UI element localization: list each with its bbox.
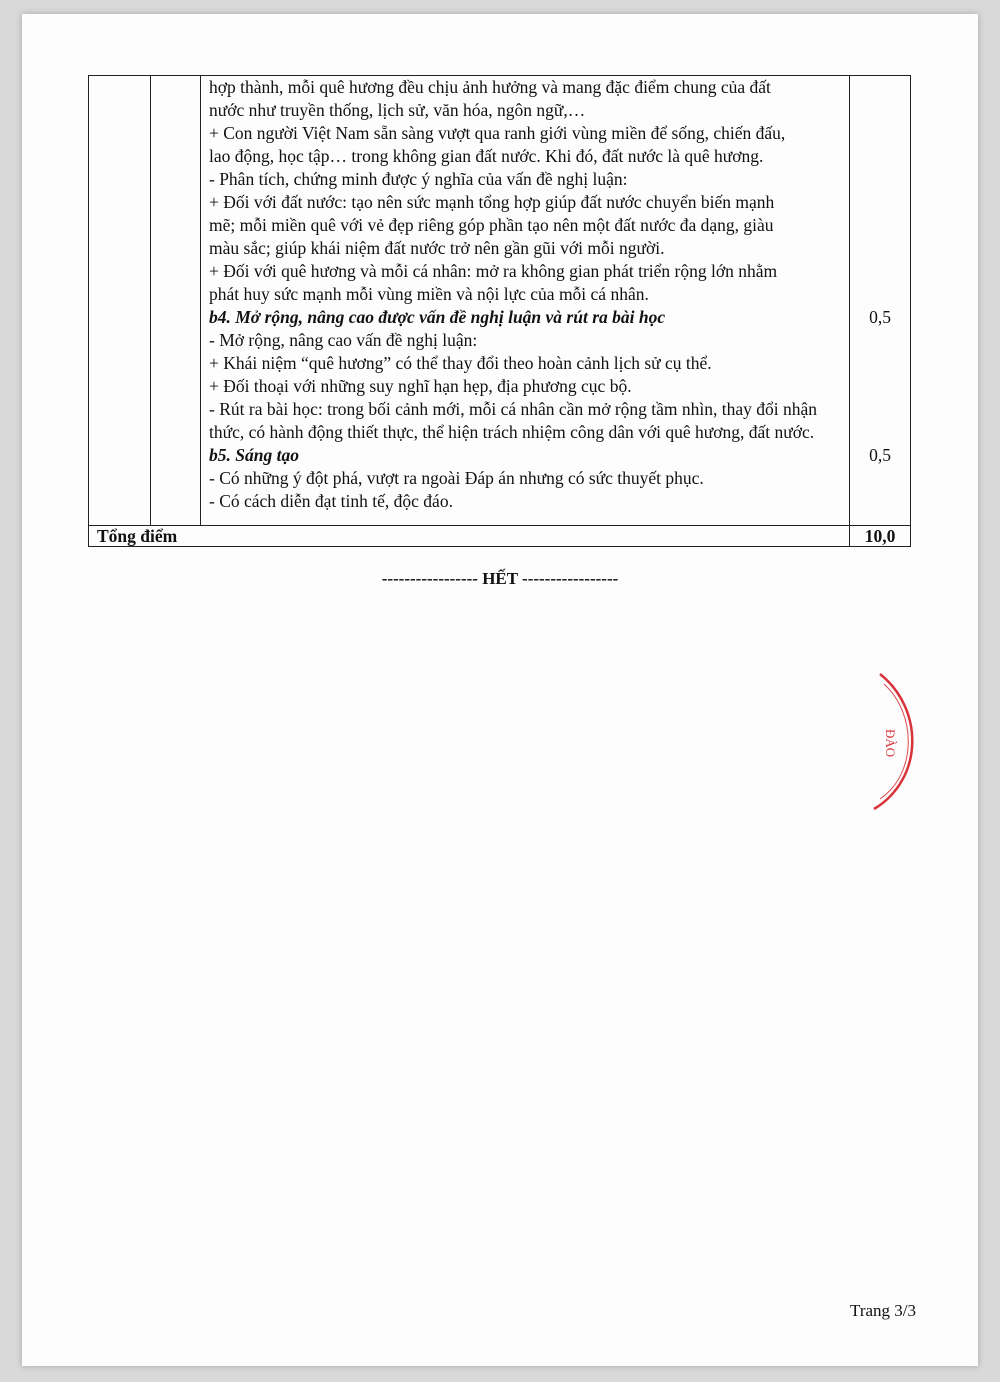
score-cell	[850, 76, 911, 526]
content-line: + Đối với đất nước: tạo nên sức mạnh tổng hợp giúp đất nước chuyển biến mạnh	[209, 192, 775, 212]
content-line: lao động, học tập… trong không gian đất nước. Khi đó, đất nước là quê hương.	[209, 146, 764, 166]
total-label: Tổng điểm	[89, 526, 850, 547]
end-marker: ----------------- HẾT -----------------	[381, 569, 619, 588]
content-line: + Đối với quê hương và mỗi cá nhân: mở ra không gian phát triển rộng lớn nhằm	[209, 261, 778, 281]
answer-key-table	[88, 75, 911, 547]
total-row	[89, 526, 911, 547]
content-line: - Mở rộng, nâng cao vấn đề nghị luận:	[209, 330, 478, 350]
content-line: nước như truyền thống, lịch sử, văn hóa, ngôn ngữ,…	[209, 100, 586, 120]
content-line: - Có cách diễn đạt tinh tế, độc đáo.	[209, 491, 453, 511]
content-line: - Rút ra bài học: trong bối cảnh mới, mỗi cá nhân cần mở rộng tầm nhìn, thay đổi nhận	[209, 399, 818, 419]
document-page	[22, 14, 978, 1366]
content-line: thức, có hành động thiết thực, thể hiện trách nhiệm công dân với quê hương, đất nước.	[209, 422, 815, 442]
content-line: màu sắc; giúp khái niệm đất nước trở nên gần gũi với mỗi người.	[209, 238, 665, 258]
score-b4: 0,5	[869, 307, 891, 327]
content-line: - Phân tích, chứng minh được ý nghĩa của vấn đề nghị luận:	[209, 169, 628, 189]
content-line: - Có những ý đột phá, vượt ra ngoài Đáp án nhưng có sức thuyết phục.	[209, 468, 704, 488]
content-line: phát huy sức mạnh mỗi vùng miền và nội lực của mỗi cá nhân.	[209, 284, 649, 304]
section-column-cell	[89, 76, 151, 526]
content-line: + Đối thoại với những suy nghĩ hạn hẹp, địa phương cục bộ.	[209, 376, 632, 396]
svg-text:ĐÀO: ĐÀO	[883, 729, 898, 758]
red-stamp-fragment	[862, 669, 922, 819]
content-line: + Con người Việt Nam sẵn sàng vượt qua ranh giới vùng miền để sống, chiến đấu,	[209, 123, 786, 143]
section-heading: b5. Sáng tạo	[209, 445, 299, 465]
page-number: Trang 3/3	[850, 1301, 916, 1320]
content-line: hợp thành, mỗi quê hương đều chịu ảnh hưởng và mang đặc điểm chung của đất	[209, 77, 771, 97]
item-column-cell	[151, 76, 201, 526]
content-line: mẽ; mỗi miền quê với vẻ đẹp riêng góp phần tạo nên một đất nước đa dạng, giàu	[209, 215, 774, 235]
content-line: + Khái niệm “quê hương” có thể thay đổi theo hoàn cảnh lịch sử cụ thể.	[209, 353, 712, 373]
score-b5: 0,5	[869, 445, 891, 465]
total-value: 10,0	[850, 526, 911, 547]
section-heading: b4. Mở rộng, nâng cao được vấn đề nghị luận và rút ra bài học	[209, 307, 666, 327]
content-cell	[201, 76, 850, 526]
table-row	[89, 76, 911, 526]
